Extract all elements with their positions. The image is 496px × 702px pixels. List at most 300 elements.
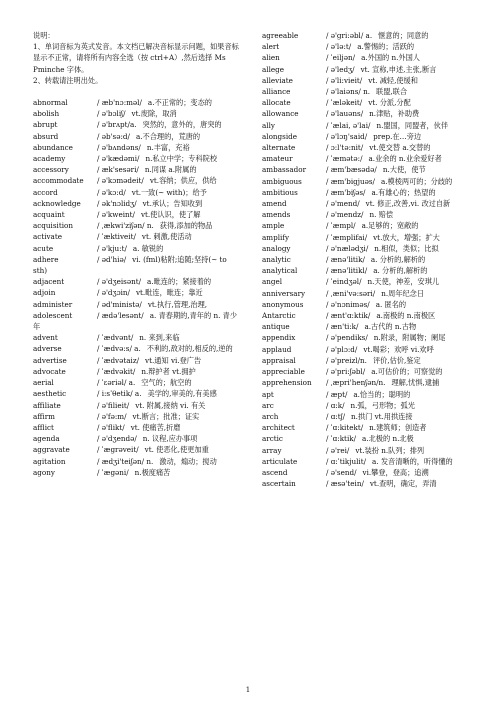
headword: aesthetic <box>33 389 67 399</box>
definition: 空气的；航空的 <box>141 378 192 388</box>
vocab-entry <box>262 209 469 220</box>
definition: 惬意的；同意的 <box>378 31 429 40</box>
headword: activate <box>33 232 62 242</box>
phonetic: / əb'sə:d/ <box>97 131 130 141</box>
headword: advocate <box>33 366 66 376</box>
vocab-entry <box>33 332 240 343</box>
phonetic: / ə'rei/ <box>326 445 350 455</box>
vocab-entry <box>262 276 469 287</box>
definition: n.拱门 vt.用拱连接 <box>351 411 413 421</box>
phonetic: / ædə'lesənt/ <box>97 310 144 320</box>
headword: appendix <box>262 333 296 343</box>
vocab-entry <box>262 355 469 366</box>
page-number: 1 <box>245 686 251 694</box>
headword: acute <box>33 243 54 253</box>
phonetic: / ɑ:tʃ/ <box>326 411 345 421</box>
definition: a.毗连的；紧接着的 <box>147 277 212 287</box>
headword: adverse <box>33 344 62 354</box>
vocab-entry <box>33 108 240 119</box>
definition: n.同谋 a.附属的 <box>144 165 197 175</box>
phonetic: / ɑ:k/ <box>326 400 345 410</box>
headword: architect <box>262 423 295 433</box>
vocab-entry <box>262 299 469 310</box>
phonetic: / ˌæni'və:səri/ <box>326 288 376 298</box>
definition: a.不正常的；变态的 <box>147 98 212 108</box>
definition: n.辩护者 vt.拥护 <box>141 366 196 376</box>
vocab-entry <box>33 411 240 422</box>
vocab-entry <box>33 220 240 231</box>
definition: vt.容纳；供应，供给 <box>149 176 217 186</box>
phonetic: / ə'lɔŋ'said/ <box>326 131 368 141</box>
headword: adolescent <box>33 310 73 320</box>
definition: a.可估价的；可察觉的 <box>371 367 443 377</box>
vocab-entry <box>33 198 240 209</box>
definition: vt. 使痛苦,折磨 <box>130 422 181 432</box>
vocab-entry <box>262 187 469 198</box>
phonetic: / ə'bɔliʃ/ <box>97 109 126 119</box>
vocab-entry <box>262 120 469 131</box>
definition: a.古代的 n.古物 <box>364 322 417 332</box>
headword: angel <box>262 277 283 287</box>
phonetic: / ə'dʒɔin/ <box>97 288 130 298</box>
headword: abolish <box>33 109 60 119</box>
phonetic: / ˈægəni/ <box>97 467 129 477</box>
two-column-layout <box>33 30 468 489</box>
headword: arctic <box>262 434 283 444</box>
phonetic: / ˈægrəveit/ <box>97 445 139 455</box>
vocab-entry <box>262 288 469 299</box>
vocab-entry <box>33 310 240 332</box>
headword: adjoin <box>33 288 56 298</box>
phonetic: / ˈædvə:s/ a. <box>97 344 141 354</box>
phonetic: / æm'bigjuəs/ <box>326 176 375 186</box>
definition: n. 来到,来临 <box>139 333 180 343</box>
phonetic: / ə'kɔmədeit/ <box>97 176 144 186</box>
phonetic: / ək'nɔlidʒ/ <box>97 198 137 208</box>
definition: a.南极的 n.南极区 <box>376 311 436 321</box>
left-column <box>33 30 240 489</box>
vocab-entry <box>262 265 469 276</box>
definition: a. 敏锐的 <box>132 243 164 253</box>
phonetic: / ˈɛəriəl/ a. <box>97 378 136 388</box>
headword: agreeable <box>262 31 299 40</box>
vocab-entry <box>33 400 240 411</box>
headword: ambassador <box>262 165 307 175</box>
vocab-entry <box>262 422 469 433</box>
phonetic: / ˈɑ:ktik/ <box>326 434 357 444</box>
phonetic: / ə'nɔniməs/ <box>326 299 370 309</box>
phonetic: / ə'ledʒ/ <box>326 64 355 74</box>
headword: aggravate <box>33 445 70 455</box>
headword: analogy <box>262 243 291 253</box>
headword: acquisition <box>33 221 73 231</box>
phonetic: / ɔ:l'tə:nit/ <box>326 143 364 153</box>
definition: vt.喝彩；欢呼 vi.欢呼 <box>363 344 434 354</box>
headword: applaud <box>262 344 292 354</box>
phonetic: / ˌæpri'henʃən/n. <box>326 378 386 388</box>
vocab-entry <box>262 467 469 478</box>
definition: a.恰当的；聪明的 <box>353 389 411 399</box>
headword: agitation <box>33 456 66 466</box>
headword: acknowledge <box>33 198 81 208</box>
phonetic: / æsə'tein/ <box>326 479 364 489</box>
definition: a. 发音清晰的，听得懂的 <box>372 456 453 466</box>
phonetic: / ˈæmpl/ <box>326 221 356 231</box>
vocab-entry <box>33 164 240 175</box>
phonetic: / ə'dʒendə/ <box>97 434 137 444</box>
phonetic: / ə'li:vieit/ <box>326 75 363 85</box>
definition: a.业余的 n.业余爱好者 <box>368 154 442 164</box>
headword: alleviate <box>262 75 293 85</box>
definition: a. 匿名的 <box>375 299 407 309</box>
vocab-entry <box>33 175 240 186</box>
phonetic: / ˈædvəkit/ <box>97 366 136 376</box>
headword: abundance <box>33 142 73 152</box>
phonetic: / ə'flikt/ <box>97 422 125 432</box>
phonetic: / ə'filieit/ <box>97 400 130 410</box>
phonetic: / ə'lauəns/ <box>326 109 364 119</box>
definition: 激动，煽动；搅动 <box>159 456 217 466</box>
vocab-entry <box>262 456 469 467</box>
vocab-entry <box>33 388 240 399</box>
vocab-entry <box>262 389 469 400</box>
definition: vt.执行,管理,治理, <box>147 299 208 309</box>
definition: 突然的，意外的，唐突的 <box>142 120 222 130</box>
headword: amends <box>262 210 291 220</box>
vocab-entry <box>33 142 240 153</box>
definition: n.建筑师；创造者 <box>369 423 427 433</box>
definition: 联盟,联合 <box>376 87 408 97</box>
headword: articulate <box>262 456 298 466</box>
vocab-entry <box>262 411 469 422</box>
phonetic: / i:sˈθetik/ a. <box>97 389 142 399</box>
vocab-entry <box>33 231 240 242</box>
vocab-entry <box>262 220 469 231</box>
definition: n.丰富，充裕 <box>146 142 190 152</box>
definition: n.相似，类似；比拟 <box>374 243 439 253</box>
phonetic: / æk'sesəri/ <box>97 165 139 175</box>
phonetic: / ə'kweint/ <box>97 210 135 220</box>
vocab-list-left <box>33 97 240 478</box>
definition: a. 分析的,解析的 <box>373 266 428 276</box>
definition: vi. (fml)粘附;追随;坚持(~ to sth) <box>33 254 227 276</box>
phonetic: / ə'laiəns/ n. <box>326 87 371 97</box>
headword: adhere <box>33 254 59 264</box>
phonetic: / ə'plɔ:d/ <box>326 344 358 354</box>
vocab-entry <box>33 153 240 164</box>
vocab-entry <box>262 310 469 321</box>
phonetic: / æn'ti:k/ <box>326 322 359 332</box>
headword: aerial <box>33 378 54 388</box>
vocab-entry <box>262 198 469 209</box>
phonetic: / ə'kædəmi/ <box>97 154 140 164</box>
phonetic: / ˌækwi'ziʃən/ n. <box>97 221 154 231</box>
note-2: 2、转载请注明出处。 <box>33 75 103 85</box>
phonetic: / ə'gri:əbl/ a. <box>326 31 373 40</box>
vocab-entry <box>33 287 240 298</box>
vocab-entry <box>262 377 469 388</box>
definition: n.大使，使节 <box>382 165 426 175</box>
vocab-entry <box>262 478 469 489</box>
vocab-entry <box>262 86 469 97</box>
phonetic: / ˈæmətə:/ <box>326 154 363 164</box>
headword: accommodate <box>33 176 84 186</box>
definition: vt.使交替 a.交替的 <box>369 143 431 153</box>
definition: a.不合理的，荒唐的 <box>135 131 201 141</box>
headword: Antarctic <box>262 311 296 321</box>
phonetic: / æb'nɔ:məl/ <box>97 98 142 108</box>
phonetic: / æm'biʃəs/ <box>326 187 366 197</box>
vocab-entry <box>33 377 240 388</box>
definition: vt. 附属,接纳 vi. 有关 <box>135 400 206 410</box>
phonetic: / ˈædvətaiz/ <box>97 355 140 365</box>
headword: allocate <box>262 98 291 108</box>
phonetic: / ædʒi'teiʃən/ n. <box>97 456 154 466</box>
phonetic: / ˈæmplifai/ <box>326 232 368 242</box>
headword: apprehension <box>262 378 312 388</box>
vocab-entry <box>262 344 469 355</box>
definition: 理解,忧惧,逮捕 <box>391 378 440 388</box>
spacer <box>33 86 240 97</box>
headword: accord <box>33 187 58 197</box>
definition: vt.承认；告知收到 <box>142 198 203 208</box>
phonetic: / ˈeindʒəl/ <box>326 277 362 287</box>
phonetic: / æm'bæsədə/ <box>326 165 377 175</box>
phonetic: / ə'mend/ <box>326 199 360 209</box>
definition: prep.在…旁边 <box>373 131 422 141</box>
headword: alliance <box>262 87 291 97</box>
vocab-list-right <box>262 30 469 489</box>
vocab-entry <box>33 366 240 377</box>
phonetic: / ænt'ɑ:ktik/ <box>326 311 371 321</box>
definition: vt.废除，取消 <box>131 109 177 119</box>
headword: agony <box>33 467 55 477</box>
definition: vt.查明，确定，弄清 <box>369 479 437 489</box>
definition: n. 议程,应办事项 <box>142 434 198 444</box>
headword: alongside <box>262 131 297 141</box>
headword: array <box>262 445 282 455</box>
phonetic: / ə'bʌndəns/ <box>97 142 141 152</box>
phonetic: / ˈeiljən/ <box>326 53 356 63</box>
headword: ascend <box>262 467 288 477</box>
vocab-entry <box>262 153 469 164</box>
definition: n.私立中学；专科院校 <box>145 154 218 164</box>
headword: agenda <box>33 434 60 444</box>
vocab-entry <box>262 321 469 332</box>
headword: appraisal <box>262 355 296 365</box>
vocab-entry <box>262 64 469 75</box>
definition: n.天使，神差，安琪儿 <box>367 277 440 287</box>
definition: a.外国的 n.外国人 <box>361 53 420 63</box>
vocab-entry <box>262 232 469 243</box>
headword: antique <box>262 322 290 332</box>
vocab-entry <box>262 52 469 63</box>
headword: appreciable <box>262 367 305 377</box>
headword: advent <box>33 333 58 343</box>
definition: vt. 减轻,使缓和 <box>368 75 418 85</box>
definition: vt. 宣称,申述,主张,断言 <box>360 64 437 74</box>
notes-heading: 说明： <box>33 31 55 40</box>
vocab-entry <box>33 299 240 310</box>
definition: a.警惕的；活跃的 <box>357 42 415 52</box>
definition: n.极度痛苦 <box>134 467 171 477</box>
vocab-entry <box>33 243 240 254</box>
headword: ambitious <box>262 187 298 197</box>
phonetic: / ɑ:ˈtikjulit/ <box>326 456 367 466</box>
headword: acquaint <box>33 210 65 220</box>
note-1: 1、单词音标为英式发音。本文档已解决音标显示问题，如果音标显示不正常，请将所有内容全选（按 ctrl+A）,然后选择 Ms Pminche 字体。 <box>33 42 239 74</box>
phonetic: / ə'brʌpt/a. <box>97 120 137 130</box>
headword: adjacent <box>33 277 65 287</box>
phonetic: / ˈælai, ə'lai/ <box>326 120 371 130</box>
phonetic: / ə'pendiks/ <box>326 333 368 343</box>
definition: n.弧，弓形物；弧光 <box>350 400 415 410</box>
vocab-entry <box>262 30 469 41</box>
definition: n.盟国，同盟者，伙伴 <box>376 120 449 130</box>
vocab-entry <box>33 209 240 220</box>
definition: vt.通知 vi.登广告 <box>145 355 202 365</box>
headword: ally <box>262 120 275 130</box>
definition: a.足够的；宽敞的 <box>361 221 419 231</box>
phonetic: / ˈæktiveit/ <box>97 232 136 242</box>
definition: a. 青春期的,青年的 n. 青少年 <box>33 310 238 332</box>
phonetic: / ænə'litikl/ <box>326 266 368 276</box>
definition: n. 赔偿 <box>369 210 394 220</box>
definition: 美学的,审美的,有美感 <box>147 389 217 399</box>
definition: vt.毗连，毗连；靠近 <box>135 288 203 298</box>
headword: abrupt <box>33 120 58 130</box>
phonetic: / ə'kɔ:d/ <box>97 187 126 197</box>
headword: affiliate <box>33 400 61 410</box>
vocab-entry <box>33 433 240 444</box>
vocab-entry <box>33 456 240 467</box>
vocab-entry <box>33 343 240 354</box>
headword: amateur <box>262 154 293 164</box>
vocab-entry <box>262 97 469 108</box>
vocab-entry <box>262 142 469 153</box>
phonetic: / ə'mendz/ <box>326 210 364 220</box>
headword: absurd <box>33 131 59 141</box>
definition: vt.装扮 n.队列；排列 <box>355 445 425 455</box>
phonetic: / ə'nælədʒi/ <box>326 243 369 253</box>
vocab-entry <box>262 108 469 119</box>
headword: amplify <box>262 232 290 242</box>
definition: 评价,估价,鉴定 <box>372 355 421 365</box>
headword: anniversary <box>262 288 306 298</box>
vocab-entry <box>33 131 240 142</box>
phonetic: / æpt/ <box>326 389 348 399</box>
vocab-entry <box>262 433 469 444</box>
headword: ascertain <box>262 479 296 489</box>
definition: vi.攀登，登高；追溯 <box>362 467 429 477</box>
vocab-entry <box>33 254 240 276</box>
vocab-entry <box>262 41 469 52</box>
headword: administer <box>33 299 73 309</box>
headword: amend <box>262 199 287 209</box>
headword: analytic <box>262 255 291 265</box>
headword: afflict <box>33 422 54 432</box>
headword: affirm <box>33 411 55 421</box>
definition: vt.使认识，使了解 <box>140 210 201 220</box>
vocab-entry <box>33 276 240 287</box>
vocab-entry <box>262 366 469 377</box>
vocab-entry <box>33 97 240 108</box>
headword: accessory <box>33 165 69 175</box>
vocab-entry <box>262 75 469 86</box>
definition: vt. 刺激,使活动 <box>141 232 192 242</box>
definition: n.津贴，补助费 <box>369 109 420 119</box>
definition: a.北极的 n.北极 <box>362 434 414 444</box>
definition: a.有雄心的；热望的 <box>371 187 436 197</box>
vocab-entry <box>33 422 240 433</box>
definition: vt. 分派,分配 <box>368 98 411 108</box>
headword: arc <box>262 400 274 410</box>
right-column <box>262 30 469 489</box>
definition: a.模棱两可的；分歧的 <box>380 176 453 186</box>
headword: alternate <box>262 143 296 153</box>
headword: ample <box>262 221 285 231</box>
headword: advertise <box>33 355 67 365</box>
vocab-entry <box>33 187 240 198</box>
phonetic: / əd'ministə/ <box>97 299 142 309</box>
vocab-entry <box>262 243 469 254</box>
phonetic: / ə'send/ <box>326 467 357 477</box>
definition: n.周年纪念日 <box>381 288 425 298</box>
headword: alien <box>262 53 280 63</box>
definition: vt.一致(~ with)；给予 <box>131 187 207 197</box>
definition: 获得,添加的物品 <box>159 221 213 231</box>
headword: allowance <box>262 109 299 119</box>
headword: ambiguous <box>262 176 302 186</box>
phonetic: / ˈæləkeit/ <box>326 98 363 108</box>
definition: 不利的,敌对的,相反的,逆的 <box>146 344 233 354</box>
headword: anonymous <box>262 299 304 309</box>
definition: vt.放大，增强；扩大 <box>373 232 440 242</box>
definition: n.附录，附属物；阑尾 <box>373 333 446 343</box>
headword: apt <box>262 389 274 399</box>
headword: abnormal <box>33 98 68 108</box>
phonetic: / ə'fə:m/ <box>97 411 127 421</box>
phonetic: / əd'hiə/ <box>97 254 127 264</box>
phonetic: / ə'dʒeisənt/ <box>97 277 142 287</box>
definition: vt.断言；批准；证实 <box>132 411 200 421</box>
headword: academy <box>33 154 66 164</box>
vocab-entry <box>262 332 469 343</box>
phonetic: / ænə'litik/ <box>326 255 365 265</box>
headword: arch <box>262 411 279 421</box>
vocab-entry <box>33 444 240 455</box>
vocab-entry <box>33 355 240 366</box>
definition: vt. 修正,改善,vi. 改过自新 <box>365 199 451 209</box>
vocab-entry <box>262 131 469 142</box>
phonetic: / ə'kju:t/ <box>97 243 127 253</box>
vocab-entry <box>262 164 469 175</box>
vocab-entry <box>262 400 469 411</box>
definition: vt. 使恶化,使更加重 <box>144 445 209 455</box>
phonetic: / ˈædvənt/ <box>97 333 134 343</box>
vocab-entry <box>33 119 240 130</box>
vocab-entry <box>262 445 469 456</box>
phonetic: / ˈɑ:kitekt/ <box>326 423 364 433</box>
vocab-entry <box>262 176 469 187</box>
headword: alert <box>262 42 280 52</box>
phonetic: / ə'lə:t/ <box>326 42 352 52</box>
phonetic: / ə'preizl/n. <box>326 355 367 365</box>
vocab-entry <box>33 467 240 478</box>
headword: analytical <box>262 266 298 276</box>
phonetic: / ə'pri:ʃəbl/ <box>326 367 366 377</box>
headword: allege <box>262 64 284 74</box>
